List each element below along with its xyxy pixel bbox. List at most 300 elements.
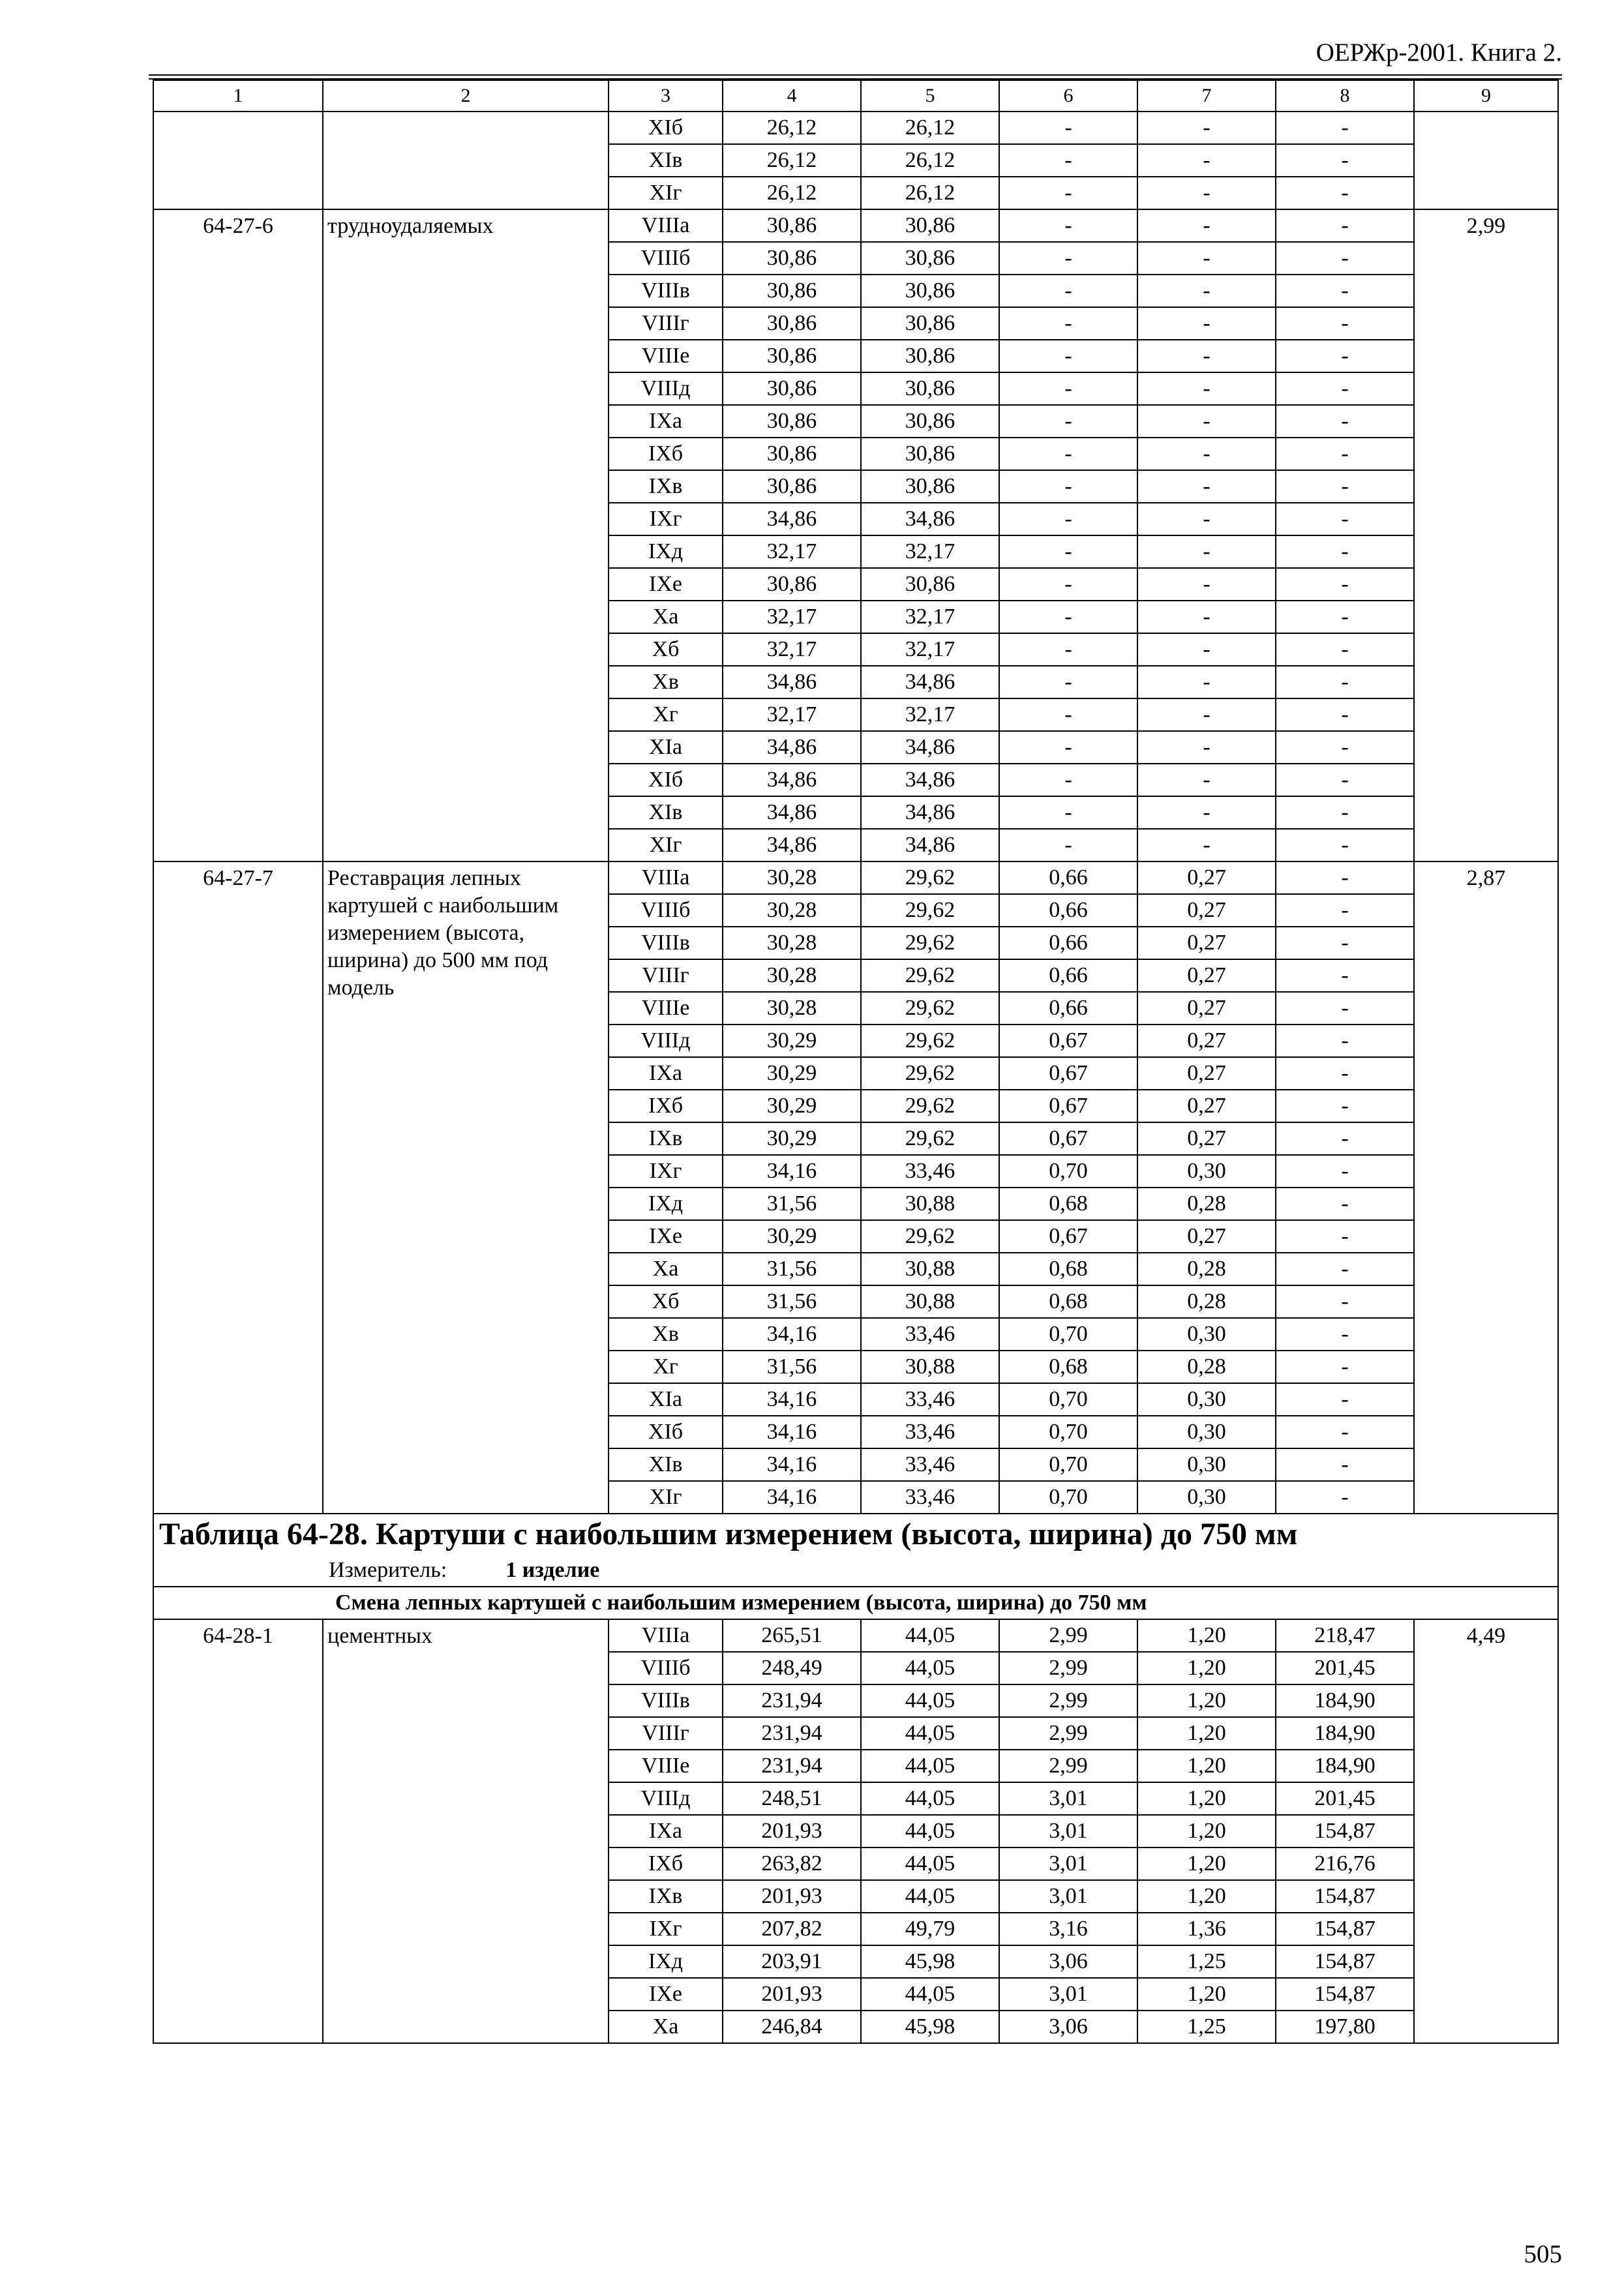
table-cell: XIа (609, 1383, 723, 1416)
table-cell: 34,86 (723, 731, 861, 764)
table-cell: - (1276, 340, 1414, 372)
table-cell: 30,86 (861, 438, 999, 470)
table-cell: 201,93 (723, 1880, 861, 1913)
subheading-cell: Смена лепных картушей с наибольшим измерением (высота, ширина) до 750 мм (153, 1587, 1558, 1619)
table-cell: 34,86 (723, 829, 861, 861)
table-cell: 30,86 (861, 372, 999, 405)
table-cell: VIIIа (609, 209, 723, 242)
table-cell: - (1276, 503, 1414, 535)
table-row (153, 861, 1558, 894)
table-cell: IXд (609, 1188, 723, 1220)
table-cell: 3,01 (999, 1880, 1137, 1913)
table-cell: 2,99 (999, 1652, 1137, 1684)
table-cell: VIIIг (609, 959, 723, 992)
table-cell: 0,27 (1137, 959, 1276, 992)
table-cell: 30,88 (861, 1253, 999, 1285)
table-cell: 34,86 (861, 829, 999, 861)
table-cell: 0,67 (999, 1057, 1137, 1090)
table-cell: 184,90 (1276, 1750, 1414, 1782)
table-cell: 30,28 (723, 992, 861, 1025)
table-cell: 30,28 (723, 959, 861, 992)
table-cell: XIв (609, 144, 723, 177)
table-cell: 1,20 (1137, 1750, 1276, 1782)
table-cell: - (1276, 438, 1414, 470)
table-cell: 44,05 (861, 1848, 999, 1880)
table-cell: 0,28 (1137, 1253, 1276, 1285)
table-cell: - (999, 535, 1137, 568)
table-cell: 29,62 (861, 1057, 999, 1090)
table-cell: 0,68 (999, 1253, 1137, 1285)
table-cell: IXа (609, 1057, 723, 1090)
table-cell: - (1276, 568, 1414, 601)
column-9-cell: 4,49 (1414, 1619, 1558, 2043)
table-cell: 0,28 (1137, 1351, 1276, 1383)
table-cell: 30,86 (861, 568, 999, 601)
table-cell: 30,86 (861, 470, 999, 503)
table-cell: 3,01 (999, 1978, 1137, 2011)
table-cell: 1,20 (1137, 1684, 1276, 1717)
table-cell: - (1137, 601, 1276, 633)
table-cell: IXб (609, 1848, 723, 1880)
table-cell: 216,76 (1276, 1848, 1414, 1880)
table-cell: 29,62 (861, 1122, 999, 1155)
table-cell: - (1276, 959, 1414, 992)
table-cell: - (999, 601, 1137, 633)
table-cell: 34,16 (723, 1481, 861, 1514)
table-cell: 201,93 (723, 1815, 861, 1848)
column-number-cell: 7 (1137, 80, 1276, 112)
table-cell: 1,20 (1137, 1717, 1276, 1750)
table-cell: 0,28 (1137, 1285, 1276, 1318)
table-cell: - (1276, 829, 1414, 861)
table-cell: 44,05 (861, 1684, 999, 1717)
table-cell: 203,91 (723, 1945, 861, 1978)
price-table (153, 80, 1557, 2044)
table-cell: 44,05 (861, 1880, 999, 1913)
table-cell: 0,27 (1137, 992, 1276, 1025)
table-cell: - (1137, 307, 1276, 340)
table-cell: - (999, 275, 1137, 307)
table-cell: 33,46 (861, 1416, 999, 1448)
table-cell: - (1276, 1025, 1414, 1057)
table-cell: 2,99 (999, 1684, 1137, 1717)
table-cell: 33,46 (861, 1318, 999, 1351)
table-cell: 32,17 (861, 633, 999, 666)
subheading-row (153, 1587, 1558, 1619)
table-cell: 30,86 (723, 438, 861, 470)
table-cell: - (1276, 731, 1414, 764)
table-cell: IXа (609, 1815, 723, 1848)
table-cell: 29,62 (861, 894, 999, 927)
table-cell: - (1137, 112, 1276, 144)
table-cell: - (1276, 894, 1414, 927)
table-cell: 34,86 (861, 796, 999, 829)
table-cell: 3,01 (999, 1782, 1137, 1815)
measure-line (159, 1555, 1552, 1586)
table-cell: - (1137, 633, 1276, 666)
table-cell: 0,30 (1137, 1448, 1276, 1481)
table-cell: 231,94 (723, 1750, 861, 1782)
table-cell: IXв (609, 470, 723, 503)
table-cell: 34,86 (723, 503, 861, 535)
table-cell: 0,70 (999, 1416, 1137, 1448)
table-cell: 26,12 (861, 177, 999, 209)
table-cell: 30,88 (861, 1351, 999, 1383)
table-cell: 1,25 (1137, 1945, 1276, 1978)
table-cell: - (999, 698, 1137, 731)
table-cell: 34,86 (861, 503, 999, 535)
table-cell: - (1137, 731, 1276, 764)
table-cell: - (1276, 1448, 1414, 1481)
table-cell: - (999, 209, 1137, 242)
table-cell: 0,30 (1137, 1318, 1276, 1351)
table-cell: 30,28 (723, 927, 861, 959)
table-cell: - (1276, 1090, 1414, 1122)
column-number-cell: 2 (323, 80, 609, 112)
table-cell: XIг (609, 177, 723, 209)
table-cell: IXе (609, 568, 723, 601)
table-cell: 154,87 (1276, 1913, 1414, 1945)
table-cell: IXг (609, 503, 723, 535)
table-cell: 1,36 (1137, 1913, 1276, 1945)
table-cell: - (1276, 144, 1414, 177)
table-cell: - (999, 405, 1137, 438)
table-cell: 31,56 (723, 1188, 861, 1220)
table-cell: 33,46 (861, 1383, 999, 1416)
table-cell: XIг (609, 829, 723, 861)
table-cell: 1,20 (1137, 1978, 1276, 2011)
table-cell: VIIIд (609, 372, 723, 405)
table-cell: IXб (609, 1090, 723, 1122)
table-cell: Xб (609, 633, 723, 666)
table-cell: 3,01 (999, 1848, 1137, 1880)
table-cell: 248,51 (723, 1782, 861, 1815)
table-cell: - (1276, 992, 1414, 1025)
table-cell: - (1137, 275, 1276, 307)
table-cell: 34,86 (723, 764, 861, 796)
table-cell: - (999, 666, 1137, 698)
table-cell: 0,27 (1137, 894, 1276, 927)
table-cell: - (1276, 1057, 1414, 1090)
table-cell: 0,30 (1137, 1416, 1276, 1448)
table-cell: 3,01 (999, 1815, 1137, 1848)
table-cell: 30,29 (723, 1220, 861, 1253)
table-cell: 184,90 (1276, 1684, 1414, 1717)
table-cell: 31,56 (723, 1285, 861, 1318)
table-cell: - (999, 796, 1137, 829)
table-cell: IXв (609, 1122, 723, 1155)
table-cell: IXв (609, 1880, 723, 1913)
table-cell: 0,28 (1137, 1188, 1276, 1220)
table-cell: 154,87 (1276, 1945, 1414, 1978)
table-cell: - (1276, 1318, 1414, 1351)
table-cell: - (1276, 535, 1414, 568)
table-cell: IXд (609, 1945, 723, 1978)
table-cell: 31,56 (723, 1253, 861, 1285)
page-number: 505 (1524, 2240, 1562, 2268)
table-cell: 2,99 (999, 1717, 1137, 1750)
table-cell: 0,67 (999, 1025, 1137, 1057)
column-number-cell: 4 (723, 80, 861, 112)
table-cell: 154,87 (1276, 1815, 1414, 1848)
table-cell: - (1276, 764, 1414, 796)
table-cell: - (1137, 829, 1276, 861)
table-cell: Xа (609, 1253, 723, 1285)
table-cell: 30,86 (723, 405, 861, 438)
table-cell: - (1137, 470, 1276, 503)
table-cell: VIIIб (609, 894, 723, 927)
table-cell: - (1276, 796, 1414, 829)
table-cell: VIIIв (609, 1684, 723, 1717)
table-cell: 0,27 (1137, 861, 1276, 894)
table-cell: 33,46 (861, 1481, 999, 1514)
work-description-cell: цементных (323, 1619, 609, 2043)
table-cell: 3,06 (999, 1945, 1137, 1978)
table-cell: 1,20 (1137, 1848, 1276, 1880)
table-cell: 154,87 (1276, 1880, 1414, 1913)
table-cell: 231,94 (723, 1684, 861, 1717)
section-title-row (153, 1514, 1558, 1587)
table-cell: 201,45 (1276, 1652, 1414, 1684)
table-cell: - (1137, 666, 1276, 698)
rate-code-cell: 64-27-7 (153, 861, 323, 1514)
table-cell: 0,30 (1137, 1155, 1276, 1188)
table-cell: - (999, 340, 1137, 372)
table-cell: 29,62 (861, 992, 999, 1025)
table-cell: VIIIв (609, 927, 723, 959)
table-cell: - (1276, 1220, 1414, 1253)
table-cell: XIа (609, 731, 723, 764)
table-cell: 0,67 (999, 1122, 1137, 1155)
table-cell: 1,20 (1137, 1782, 1276, 1815)
table-cell: VIIIе (609, 1750, 723, 1782)
table-cell: 1,20 (1137, 1815, 1276, 1848)
table-cell: - (1137, 209, 1276, 242)
table-cell: 34,86 (861, 666, 999, 698)
table-cell: - (1276, 209, 1414, 242)
column-number-cell: 6 (999, 80, 1137, 112)
table-cell: - (1276, 242, 1414, 275)
table-cell: 0,30 (1137, 1383, 1276, 1416)
table-cell: 2,99 (999, 1619, 1137, 1652)
table-cell: VIIIб (609, 242, 723, 275)
table-cell: 30,29 (723, 1025, 861, 1057)
table-cell: - (1276, 1253, 1414, 1285)
table-cell: 30,86 (723, 275, 861, 307)
table-cell: 0,66 (999, 959, 1137, 992)
table-cell: 0,30 (1137, 1481, 1276, 1514)
table-body (153, 80, 1558, 2043)
table-cell: 248,49 (723, 1652, 861, 1684)
table-cell: 30,86 (861, 209, 999, 242)
rate-code-cell (153, 112, 323, 209)
table-cell: 30,86 (861, 242, 999, 275)
table-cell: 44,05 (861, 1619, 999, 1652)
table-cell: 0,70 (999, 1383, 1137, 1416)
price-table-grid (153, 80, 1559, 2044)
table-cell: XIв (609, 796, 723, 829)
table-cell: - (999, 829, 1137, 861)
table-cell: 30,86 (723, 307, 861, 340)
table-cell: 246,84 (723, 2011, 861, 2043)
table-cell: 30,86 (861, 307, 999, 340)
table-cell: - (1137, 144, 1276, 177)
table-cell: 32,17 (723, 601, 861, 633)
table-cell: - (1137, 242, 1276, 275)
column-9-cell: 2,99 (1414, 209, 1558, 861)
table-cell: 0,68 (999, 1188, 1137, 1220)
table-cell: - (1276, 861, 1414, 894)
column-9-cell: 2,87 (1414, 861, 1558, 1514)
table-cell: - (999, 503, 1137, 535)
table-cell: VIIIг (609, 1717, 723, 1750)
table-cell: 31,56 (723, 1351, 861, 1383)
table-cell: 30,86 (861, 340, 999, 372)
table-cell: - (1137, 535, 1276, 568)
table-cell: - (1137, 340, 1276, 372)
table-cell: Xв (609, 666, 723, 698)
table-cell: IXа (609, 405, 723, 438)
table-cell: 29,62 (861, 861, 999, 894)
table-row (153, 112, 1558, 144)
table-cell: 0,70 (999, 1481, 1137, 1514)
table-cell: 44,05 (861, 1782, 999, 1815)
work-description-cell: трудноудаляемых (323, 209, 609, 861)
table-row (153, 209, 1558, 242)
table-cell: 30,86 (723, 209, 861, 242)
table-cell: 0,66 (999, 894, 1137, 927)
header-rule (149, 74, 1562, 76)
table-cell: - (999, 731, 1137, 764)
table-cell: - (1276, 1351, 1414, 1383)
table-cell: 26,12 (723, 112, 861, 144)
table-cell: - (1137, 503, 1276, 535)
table-cell: 44,05 (861, 1750, 999, 1782)
table-cell: - (1137, 438, 1276, 470)
table-cell: - (1276, 1383, 1414, 1416)
table-cell: - (999, 112, 1137, 144)
table-cell: 30,28 (723, 894, 861, 927)
table-cell: 0,27 (1137, 1025, 1276, 1057)
table-cell: 29,62 (861, 1220, 999, 1253)
table-cell: Xг (609, 1351, 723, 1383)
table-cell: 32,17 (723, 698, 861, 731)
table-cell: 45,98 (861, 1945, 999, 1978)
table-cell: 0,66 (999, 927, 1137, 959)
table-cell: IXе (609, 1220, 723, 1253)
table-cell: XIб (609, 112, 723, 144)
table-cell: 29,62 (861, 1090, 999, 1122)
table-cell: VIIIб (609, 1652, 723, 1684)
table-cell: 0,27 (1137, 1090, 1276, 1122)
table-cell: - (1276, 1188, 1414, 1220)
table-cell: 45,98 (861, 2011, 999, 2043)
table-cell: 1,20 (1137, 1880, 1276, 1913)
table-cell: 34,16 (723, 1155, 861, 1188)
column-number-row (153, 80, 1558, 112)
table-cell: 201,93 (723, 1978, 861, 2011)
table-cell: - (999, 242, 1137, 275)
table-cell: - (1276, 1122, 1414, 1155)
table-cell: XIв (609, 1448, 723, 1481)
table-cell: 32,17 (861, 535, 999, 568)
column-number-cell: 5 (861, 80, 999, 112)
table-cell: VIIIе (609, 992, 723, 1025)
table-cell: 30,29 (723, 1122, 861, 1155)
table-cell: 197,80 (1276, 2011, 1414, 2043)
table-cell: - (1276, 1481, 1414, 1514)
table-cell: 34,86 (861, 764, 999, 796)
column-number-cell: 1 (153, 80, 323, 112)
table-cell: 32,17 (723, 633, 861, 666)
table-cell: 30,29 (723, 1057, 861, 1090)
table-cell: 30,28 (723, 861, 861, 894)
table-cell: 0,27 (1137, 1122, 1276, 1155)
table-cell: VIIIе (609, 340, 723, 372)
table-cell: 34,16 (723, 1383, 861, 1416)
table-cell: 201,45 (1276, 1782, 1414, 1815)
measure-label: Измеритель: (329, 1558, 447, 1582)
table-cell: - (1276, 177, 1414, 209)
rate-code-cell: 64-28-1 (153, 1619, 323, 2043)
table-cell: IXб (609, 438, 723, 470)
table-cell: 34,16 (723, 1448, 861, 1481)
table-cell: 29,62 (861, 927, 999, 959)
table-cell: - (1137, 177, 1276, 209)
table-cell: 0,70 (999, 1448, 1137, 1481)
table-cell: 3,16 (999, 1913, 1137, 1945)
column-9-cell (1414, 112, 1558, 209)
table-cell: 0,70 (999, 1155, 1137, 1188)
table-cell: - (999, 372, 1137, 405)
table-cell: VIIIг (609, 307, 723, 340)
table-cell: 1,20 (1137, 1619, 1276, 1652)
table-cell: 0,67 (999, 1220, 1137, 1253)
table-cell: - (1276, 1155, 1414, 1188)
table-cell: 231,94 (723, 1717, 861, 1750)
table-cell: 0,27 (1137, 927, 1276, 959)
table-cell: 265,51 (723, 1619, 861, 1652)
rate-code-cell: 64-27-6 (153, 209, 323, 861)
column-number-cell: 8 (1276, 80, 1414, 112)
table-cell: 44,05 (861, 1652, 999, 1684)
table-cell: 34,16 (723, 1318, 861, 1351)
table-cell: 3,06 (999, 2011, 1137, 2043)
work-description-cell (323, 112, 609, 209)
table-cell: IXг (609, 1913, 723, 1945)
table-cell: IXе (609, 1978, 723, 2011)
table-cell: XIб (609, 764, 723, 796)
table-cell: 263,82 (723, 1848, 861, 1880)
table-cell: - (1276, 470, 1414, 503)
table-cell: IXг (609, 1155, 723, 1188)
table-cell: - (999, 764, 1137, 796)
table-cell: - (1276, 1416, 1414, 1448)
table-cell: - (999, 568, 1137, 601)
table-cell: - (1276, 698, 1414, 731)
table-cell: 2,99 (999, 1750, 1137, 1782)
table-cell: - (1276, 307, 1414, 340)
table-cell: - (999, 144, 1137, 177)
table-cell: XIб (609, 1416, 723, 1448)
table-cell: VIIIв (609, 275, 723, 307)
table-cell: 30,86 (723, 568, 861, 601)
table-cell: 30,88 (861, 1285, 999, 1318)
table-cell: 30,86 (723, 340, 861, 372)
table-cell: Xа (609, 601, 723, 633)
table-cell: - (1276, 1285, 1414, 1318)
table-cell: - (1137, 764, 1276, 796)
